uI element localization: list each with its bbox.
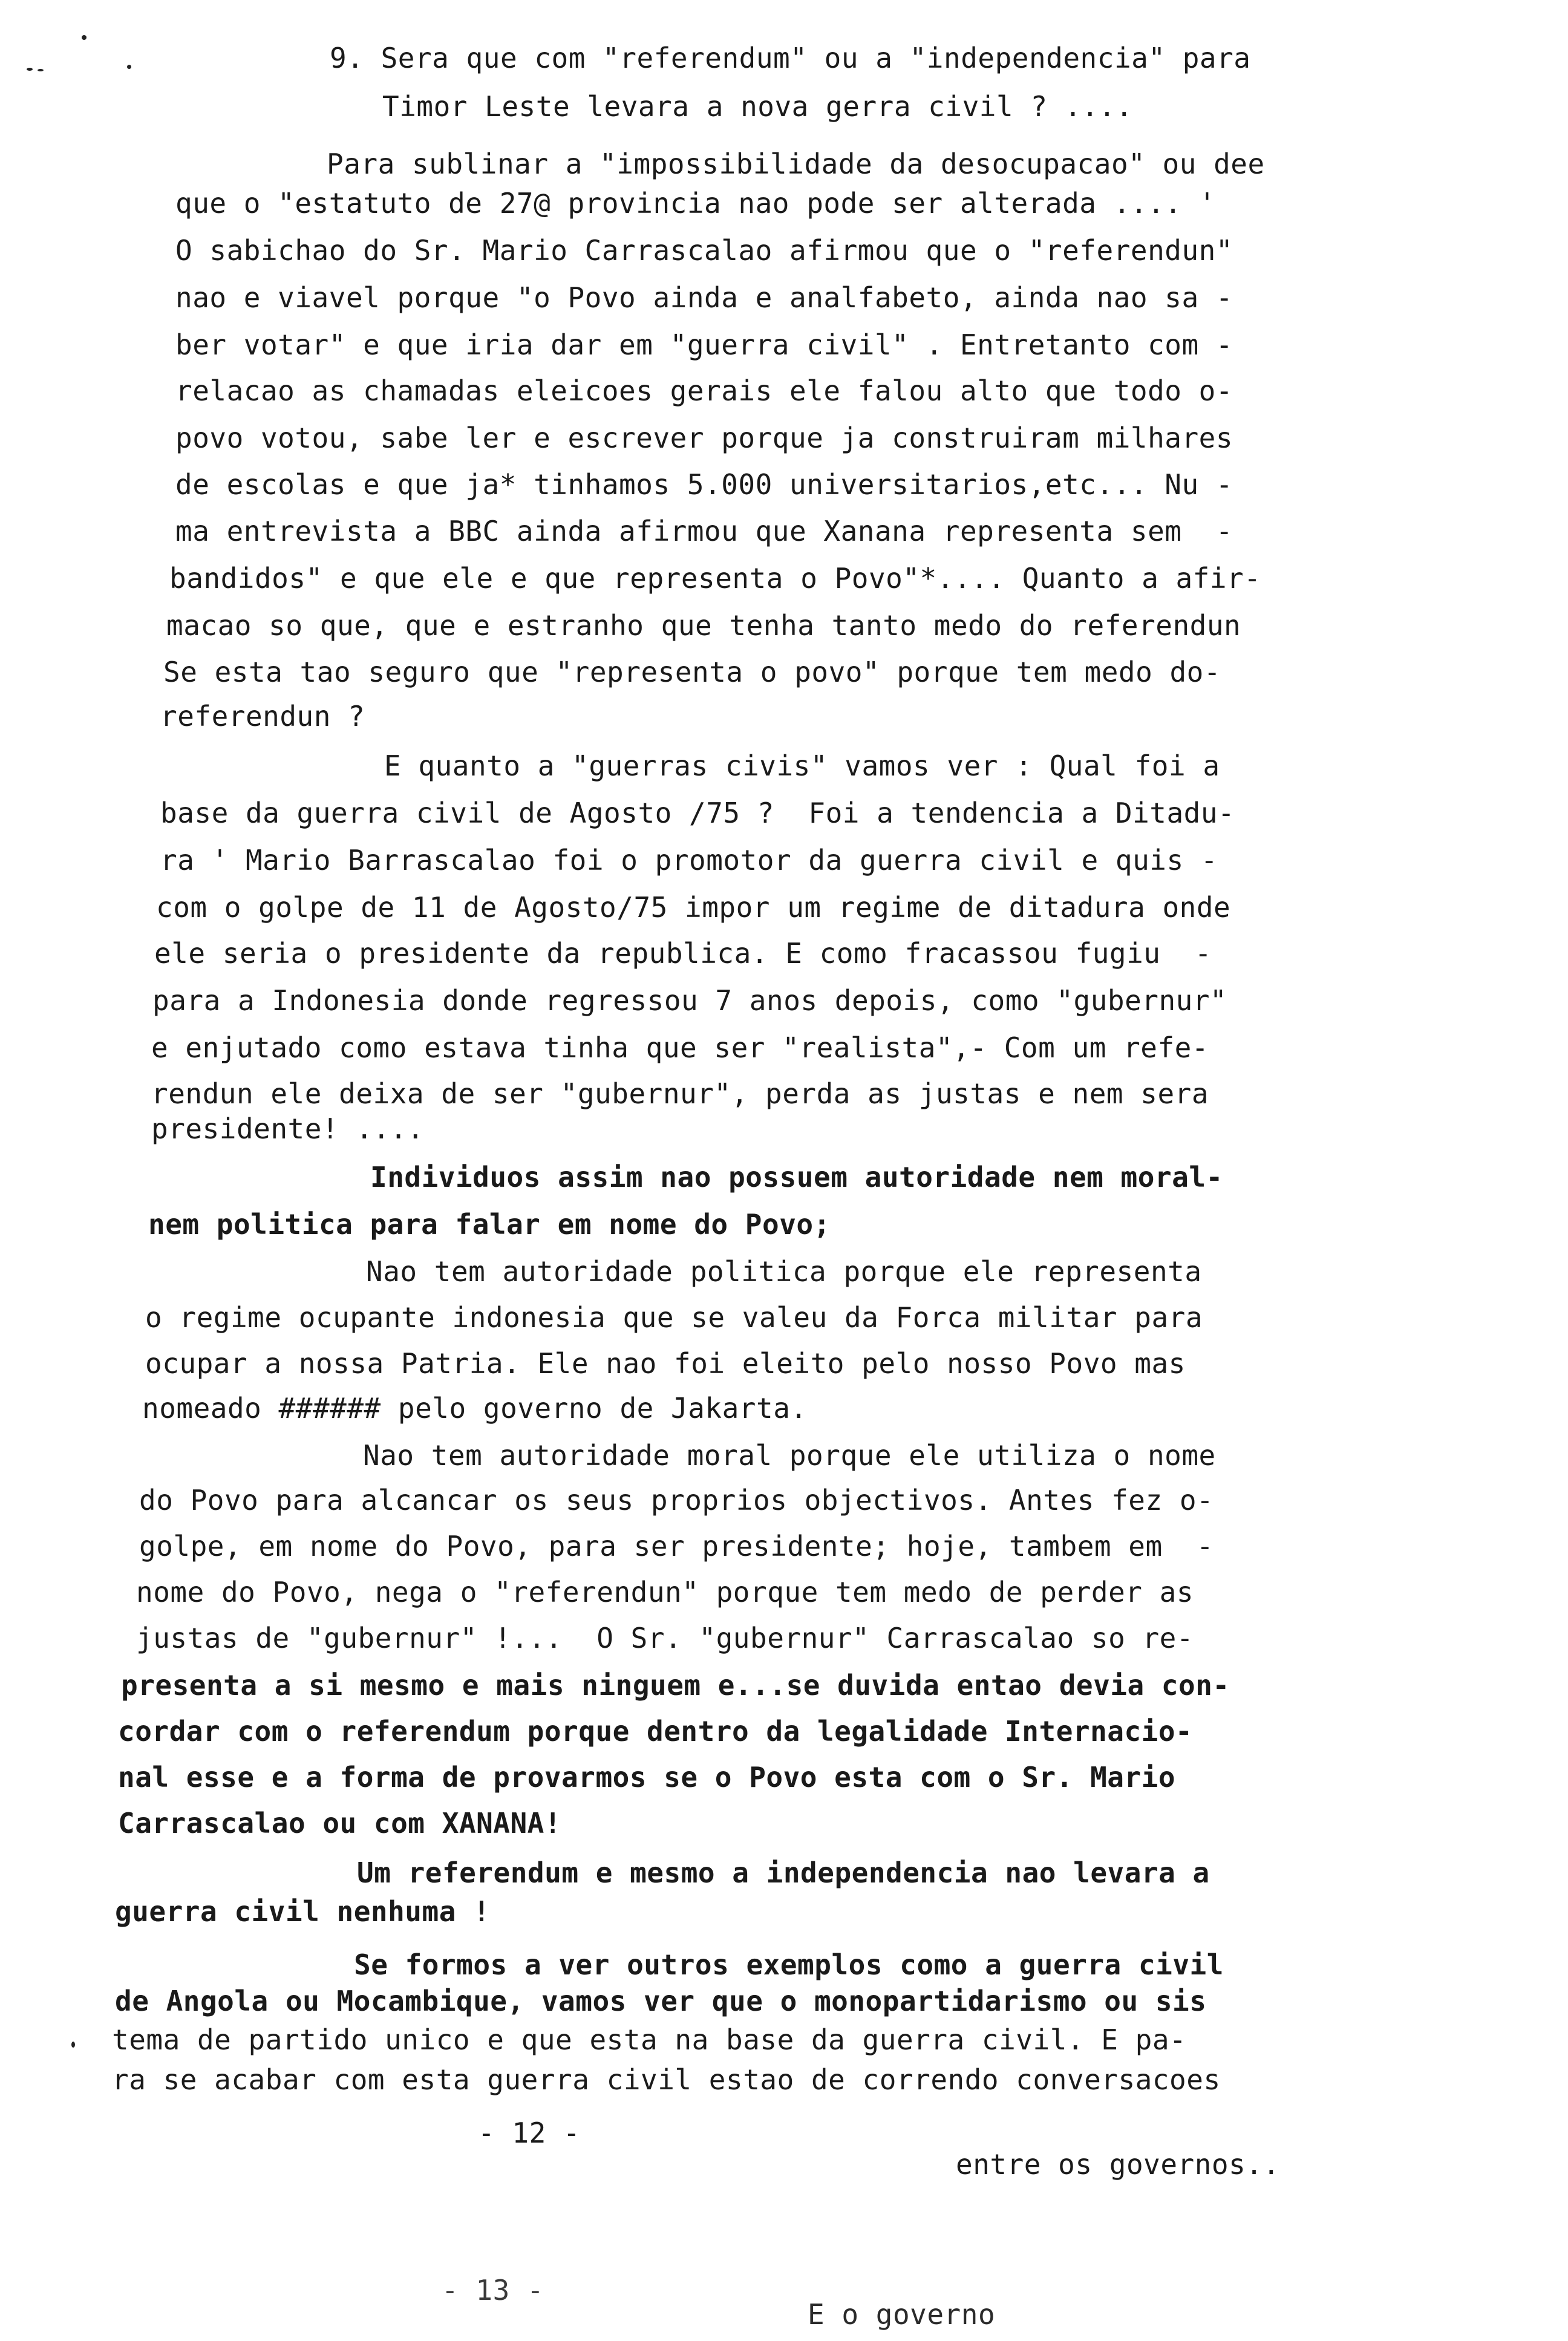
body-line: Para sublinar a "impossibilidade da desocupacao" ou dee [327, 148, 1265, 180]
bleed-through-text: E o governo [808, 2298, 996, 2331]
scan-speck [27, 68, 33, 71]
body-line: presidente! .... [151, 1112, 425, 1145]
section-heading-line-1: 9. Sera que com "referendum" ou a "independencia" para [330, 42, 1251, 74]
page-number: - 12 - [478, 2117, 581, 2149]
body-line: de escolas e que ja* tinhamos 5.000 universitarios,etc... Nu - [175, 468, 1233, 501]
body-line: referendun ? [160, 700, 365, 733]
body-line: que o "estatuto de 27@ provincia nao pode ser alterada .... ' [175, 187, 1216, 220]
body-line: Nao tem autoridade moral porque ele utiliza o nome [363, 1439, 1216, 1472]
body-line: cordar com o referendum porque dentro da legalidade Internacio- [118, 1715, 1193, 1748]
section-heading-line-2: Timor Leste levara a nova gerra civil ? .... [382, 90, 1133, 123]
catchword: entre os governos.. [956, 2148, 1280, 2181]
body-line: ra se acabar com esta guerra civil estao de correndo conversacoes [112, 2063, 1221, 2096]
body-line: nomeado ###### pelo governo de Jakarta. [142, 1392, 808, 1425]
body-line: e enjutado como estava tinha que ser "realista",- Com um refe- [151, 1031, 1209, 1064]
body-line: ocupar a nossa Patria. Ele nao foi eleito pelo nosso Povo mas [145, 1347, 1186, 1380]
body-line: do Povo para alcancar os seus proprios objectivos. Antes fez o- [139, 1484, 1214, 1517]
body-line: ra ' Mario Barrascalao foi o promotor da guerra civil e quis - [160, 844, 1218, 877]
body-line: Carrascalao ou com XANANA! [118, 1807, 562, 1840]
body-line: ma entrevista a BBC ainda afirmou que Xanana representa sem - [175, 515, 1233, 547]
scan-speck [127, 65, 131, 69]
body-line: O sabichao do Sr. Mario Carrascalao afirmou que o "referendun" [175, 234, 1233, 267]
body-line: Nao tem autoridade politica porque ele representa [366, 1255, 1202, 1288]
body-line: justas de "gubernur" !... O Sr. "gubernur" Carrascalao so re- [136, 1622, 1194, 1654]
body-line: guerra civil nenhuma ! [115, 1895, 491, 1928]
body-line: Individuos assim nao possuem autoridade nem moral- [370, 1161, 1223, 1193]
body-line: bandidos" e que ele e que representa o Povo"*.... Quanto a afir- [169, 562, 1261, 595]
body-line: rendun ele deixa de ser "gubernur", perda as justas e nem sera [151, 1077, 1209, 1110]
body-line: com o golpe de 11 de Agosto/75 impor um regime de ditadura onde [156, 891, 1231, 924]
body-line: macao so que, que e estranho que tenha tanto medo do referendun [166, 609, 1241, 642]
body-line: golpe, em nome do Povo, para ser presidente; hoje, tambem em - [139, 1530, 1214, 1562]
body-line: base da guerra civil de Agosto /75 ? Foi a tendencia a Ditadu- [160, 797, 1235, 829]
body-line: o regime ocupante indonesia que se valeu da Forca militar para [145, 1301, 1203, 1334]
scan-speck [71, 2042, 75, 2048]
body-line: ele seria o presidente da republica. E como fracassou fugiu - [154, 937, 1212, 970]
body-line: de Angola ou Mocambique, vamos ver que o monopartidarismo ou sis [115, 1985, 1207, 2017]
body-line: povo votou, sabe ler e escrever porque ja construiram milhares [175, 422, 1233, 454]
body-line: nem politica para falar em nome do Povo; [148, 1208, 831, 1241]
scan-speck [82, 35, 87, 40]
body-line: Um referendum e mesmo a independencia nao levara a [357, 1856, 1210, 1889]
body-line: Se esta tao seguro que "representa o povo" porque tem medo do- [163, 656, 1221, 688]
body-line: nao e viavel porque "o Povo ainda e analfabeto, ainda nao sa - [175, 281, 1233, 314]
bleed-through-page-number: - 13 - [442, 2274, 544, 2307]
body-line: E quanto a "guerras civis" vamos ver : Qual foi a [384, 749, 1220, 782]
body-line: presenta a si mesmo e mais ninguem e...se duvida entao devia con- [121, 1669, 1230, 1702]
body-line: para a Indonesia donde regressou 7 anos depois, como "gubernur" [152, 984, 1227, 1017]
body-line: relacao as chamadas eleicoes gerais ele falou alto que todo o- [175, 374, 1233, 407]
body-line: Se formos a ver outros exemplos como a guerra civil [354, 1948, 1224, 1981]
scan-speck [38, 69, 44, 71]
body-line: nal esse e a forma de provarmos se o Povo esta com o Sr. Mario [118, 1761, 1176, 1794]
body-line: nome do Povo, nega o "referendun" porque tem medo de perder as [136, 1576, 1194, 1608]
body-line: ber votar" e que iria dar em "guerra civil" . Entretanto com - [175, 328, 1233, 361]
body-line: tema de partido unico e que esta na base da guerra civil. E pa- [112, 2023, 1187, 2056]
